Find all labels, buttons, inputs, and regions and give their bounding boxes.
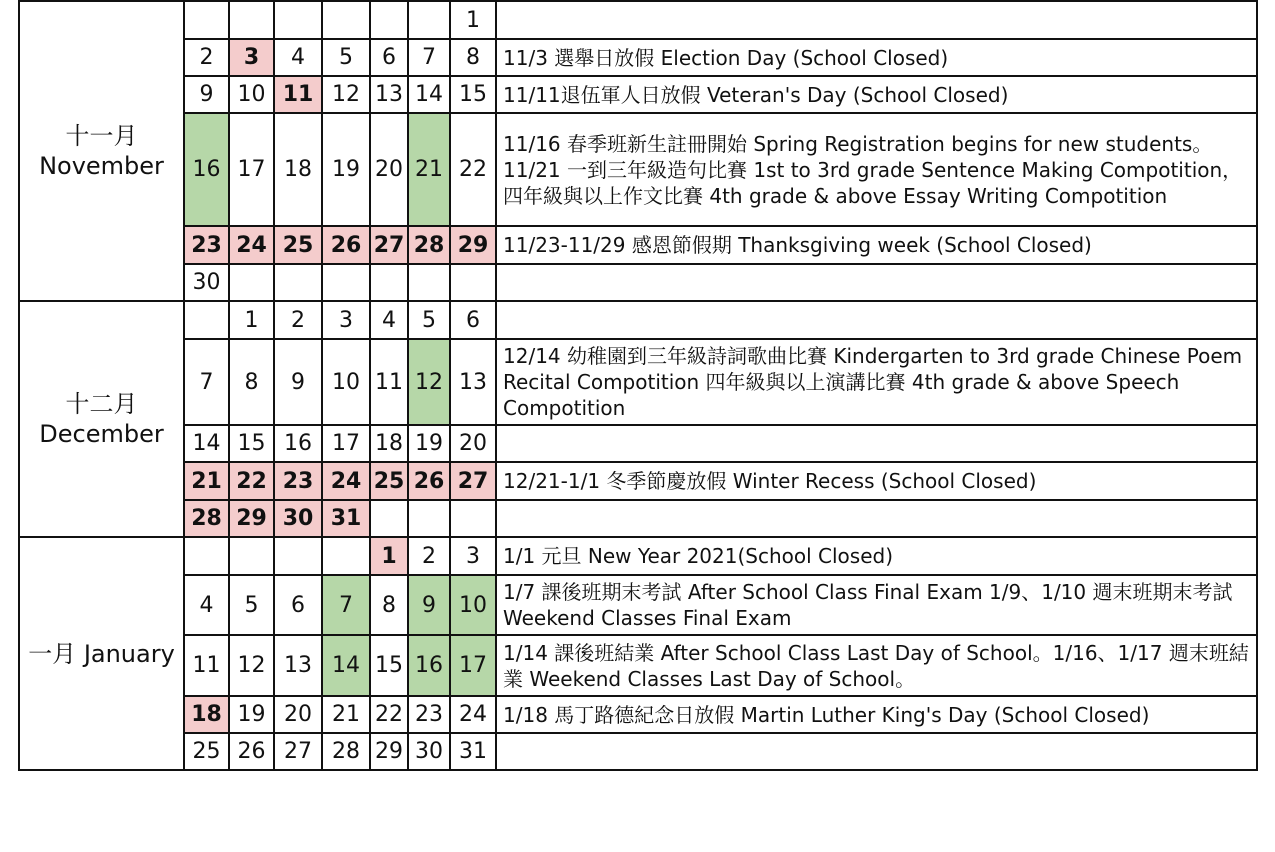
day-cell: 6 bbox=[370, 39, 408, 76]
day-cell: 13 bbox=[450, 339, 496, 425]
day-cell-event: 16 bbox=[408, 635, 450, 696]
month-label-cell bbox=[19, 301, 184, 537]
day-cell: 20 bbox=[370, 113, 408, 226]
day-cell bbox=[370, 1, 408, 39]
day-cell: 10 bbox=[322, 339, 370, 425]
day-cell-holiday: 30 bbox=[274, 500, 322, 537]
day-cell-event: 10 bbox=[450, 575, 496, 635]
day-cell: 5 bbox=[408, 301, 450, 339]
event-description bbox=[496, 425, 1257, 462]
day-cell bbox=[322, 264, 370, 301]
day-cell-holiday: 21 bbox=[184, 462, 229, 500]
day-cell: 12 bbox=[229, 635, 274, 696]
day-cell bbox=[184, 1, 229, 39]
day-cell: 2 bbox=[408, 537, 450, 575]
day-cell: 29 bbox=[370, 733, 408, 770]
day-cell-holiday: 23 bbox=[184, 226, 229, 264]
event-description bbox=[496, 1, 1257, 39]
day-cell-holiday: 18 bbox=[184, 696, 229, 733]
day-cell: 4 bbox=[370, 301, 408, 339]
month-label-en: 一月 January bbox=[28, 639, 175, 668]
event-description: 1/18 馬丁路德紀念日放假 Martin Luther King's Day (School Closed) bbox=[496, 696, 1257, 733]
day-cell-holiday: 24 bbox=[322, 462, 370, 500]
day-cell: 1 bbox=[229, 301, 274, 339]
event-description: 11/11退伍軍人日放假 Veteran's Day (School Closed) bbox=[496, 76, 1257, 113]
week-row bbox=[19, 733, 1257, 770]
day-cell: 26 bbox=[229, 733, 274, 770]
day-cell-event: 16 bbox=[184, 113, 229, 226]
day-cell-event: 7 bbox=[322, 575, 370, 635]
day-cell: 22 bbox=[450, 113, 496, 226]
day-cell: 17 bbox=[229, 113, 274, 226]
event-description: 11/23-11/29 感恩節假期 Thanksgiving week (School Closed) bbox=[496, 226, 1257, 264]
day-cell: 6 bbox=[274, 575, 322, 635]
day-cell: 11 bbox=[370, 339, 408, 425]
day-cell: 28 bbox=[322, 733, 370, 770]
day-cell-holiday: 28 bbox=[184, 500, 229, 537]
day-cell: 3 bbox=[322, 301, 370, 339]
week-row bbox=[19, 696, 1257, 733]
day-cell bbox=[370, 264, 408, 301]
day-cell bbox=[408, 500, 450, 537]
event-description: 12/21-1/1 冬季節慶放假 Winter Recess (School Closed) bbox=[496, 462, 1257, 500]
day-cell: 16 bbox=[274, 425, 322, 462]
day-cell bbox=[184, 301, 229, 339]
event-description bbox=[496, 733, 1257, 770]
week-row bbox=[19, 1, 1257, 39]
event-description: 11/3 選舉日放假 Election Day (School Closed) bbox=[496, 39, 1257, 76]
day-cell: 18 bbox=[274, 113, 322, 226]
day-cell-holiday: 27 bbox=[370, 226, 408, 264]
day-cell: 21 bbox=[322, 696, 370, 733]
day-cell: 23 bbox=[408, 696, 450, 733]
day-cell-holiday: 29 bbox=[229, 500, 274, 537]
week-row bbox=[19, 462, 1257, 500]
event-description: 1/7 課後班期末考試 After School Class Final Exam 1/9、1/10 週末班期末考試 Weekend Classes Final Exam bbox=[496, 575, 1257, 635]
day-cell: 14 bbox=[408, 76, 450, 113]
day-cell: 13 bbox=[274, 635, 322, 696]
day-cell-holiday: 26 bbox=[322, 226, 370, 264]
day-cell bbox=[274, 264, 322, 301]
day-cell: 31 bbox=[450, 733, 496, 770]
day-cell: 1 bbox=[450, 1, 496, 39]
day-cell: 15 bbox=[229, 425, 274, 462]
day-cell: 11 bbox=[184, 635, 229, 696]
month-label-zh: 十二月 bbox=[65, 390, 138, 418]
day-cell bbox=[184, 537, 229, 575]
event-description: 1/14 課後班結業 After School Class Last Day of School。1/16、1/17 週末班結業 Weekend Classes Last Day of School。 bbox=[496, 635, 1257, 696]
day-cell-holiday: 29 bbox=[450, 226, 496, 264]
day-cell: 24 bbox=[450, 696, 496, 733]
day-cell bbox=[274, 1, 322, 39]
month-label-zh: 十一月 bbox=[65, 122, 138, 150]
day-cell: 19 bbox=[408, 425, 450, 462]
event-description bbox=[496, 301, 1257, 339]
day-cell-event: 21 bbox=[408, 113, 450, 226]
week-row bbox=[19, 575, 1257, 635]
week-row bbox=[19, 537, 1257, 575]
day-cell-holiday: 1 bbox=[370, 537, 408, 575]
day-cell bbox=[450, 264, 496, 301]
day-cell-holiday: 27 bbox=[450, 462, 496, 500]
event-description: 1/1 元旦 New Year 2021(School Closed) bbox=[496, 537, 1257, 575]
day-cell-holiday: 23 bbox=[274, 462, 322, 500]
day-cell: 30 bbox=[184, 264, 229, 301]
day-cell: 30 bbox=[408, 733, 450, 770]
week-row bbox=[19, 339, 1257, 425]
day-cell bbox=[322, 1, 370, 39]
week-row bbox=[19, 264, 1257, 301]
day-cell: 20 bbox=[274, 696, 322, 733]
day-cell bbox=[229, 537, 274, 575]
day-cell: 15 bbox=[370, 635, 408, 696]
month-label-en: December bbox=[39, 420, 164, 448]
day-cell: 18 bbox=[370, 425, 408, 462]
day-cell: 19 bbox=[229, 696, 274, 733]
week-row bbox=[19, 301, 1257, 339]
day-cell bbox=[229, 1, 274, 39]
month-label-cell bbox=[19, 537, 184, 770]
day-cell: 2 bbox=[274, 301, 322, 339]
day-cell bbox=[229, 264, 274, 301]
week-row bbox=[19, 39, 1257, 76]
day-cell: 5 bbox=[322, 39, 370, 76]
day-cell: 4 bbox=[184, 575, 229, 635]
day-cell-event: 12 bbox=[408, 339, 450, 425]
day-cell: 27 bbox=[274, 733, 322, 770]
day-cell: 5 bbox=[229, 575, 274, 635]
day-cell: 8 bbox=[450, 39, 496, 76]
day-cell: 20 bbox=[450, 425, 496, 462]
day-cell-holiday: 22 bbox=[229, 462, 274, 500]
day-cell-holiday: 25 bbox=[274, 226, 322, 264]
day-cell-holiday: 26 bbox=[408, 462, 450, 500]
calendar-body bbox=[19, 1, 1257, 770]
week-row bbox=[19, 226, 1257, 264]
day-cell: 10 bbox=[229, 76, 274, 113]
day-cell-event: 17 bbox=[450, 635, 496, 696]
day-cell bbox=[274, 537, 322, 575]
week-row bbox=[19, 500, 1257, 537]
event-description bbox=[496, 500, 1257, 537]
event-description bbox=[496, 264, 1257, 301]
day-cell: 8 bbox=[370, 575, 408, 635]
day-cell-holiday: 28 bbox=[408, 226, 450, 264]
day-cell: 8 bbox=[229, 339, 274, 425]
day-cell: 7 bbox=[408, 39, 450, 76]
day-cell: 13 bbox=[370, 76, 408, 113]
month-label-cell bbox=[19, 1, 184, 301]
month-label-en: November bbox=[39, 152, 164, 180]
day-cell-holiday: 11 bbox=[274, 76, 322, 113]
day-cell: 12 bbox=[322, 76, 370, 113]
day-cell bbox=[322, 537, 370, 575]
day-cell-event: 14 bbox=[322, 635, 370, 696]
day-cell: 9 bbox=[274, 339, 322, 425]
day-cell: 9 bbox=[184, 76, 229, 113]
day-cell-holiday: 3 bbox=[229, 39, 274, 76]
day-cell: 3 bbox=[450, 537, 496, 575]
day-cell-holiday: 31 bbox=[322, 500, 370, 537]
day-cell: 4 bbox=[274, 39, 322, 76]
day-cell-holiday: 25 bbox=[370, 462, 408, 500]
week-row bbox=[19, 635, 1257, 696]
day-cell: 19 bbox=[322, 113, 370, 226]
event-description: 12/14 幼稚園到三年級詩詞歌曲比賽 Kindergarten to 3rd grade Chinese Poem Recital Compotition 四年級與以上演講比賽 4th grade & above Speech Compotition bbox=[496, 339, 1257, 425]
day-cell: 17 bbox=[322, 425, 370, 462]
day-cell bbox=[370, 500, 408, 537]
event-description: 11/16 春季班新生註冊開始 Spring Registration begins for new students。11/21 一到三年級造句比賽 1st to 3rd grade Sentence Making Compotition，四年級與以上作文比賽 4th grade & above Essay Writing Compotition bbox=[496, 113, 1257, 226]
day-cell bbox=[450, 500, 496, 537]
day-cell bbox=[408, 1, 450, 39]
day-cell-event: 9 bbox=[408, 575, 450, 635]
day-cell: 14 bbox=[184, 425, 229, 462]
day-cell: 15 bbox=[450, 76, 496, 113]
week-row bbox=[19, 425, 1257, 462]
day-cell: 6 bbox=[450, 301, 496, 339]
day-cell: 25 bbox=[184, 733, 229, 770]
school-calendar-table bbox=[18, 0, 1258, 771]
day-cell: 2 bbox=[184, 39, 229, 76]
day-cell bbox=[408, 264, 450, 301]
week-row bbox=[19, 76, 1257, 113]
day-cell: 7 bbox=[184, 339, 229, 425]
day-cell: 22 bbox=[370, 696, 408, 733]
day-cell-holiday: 24 bbox=[229, 226, 274, 264]
week-row bbox=[19, 113, 1257, 226]
